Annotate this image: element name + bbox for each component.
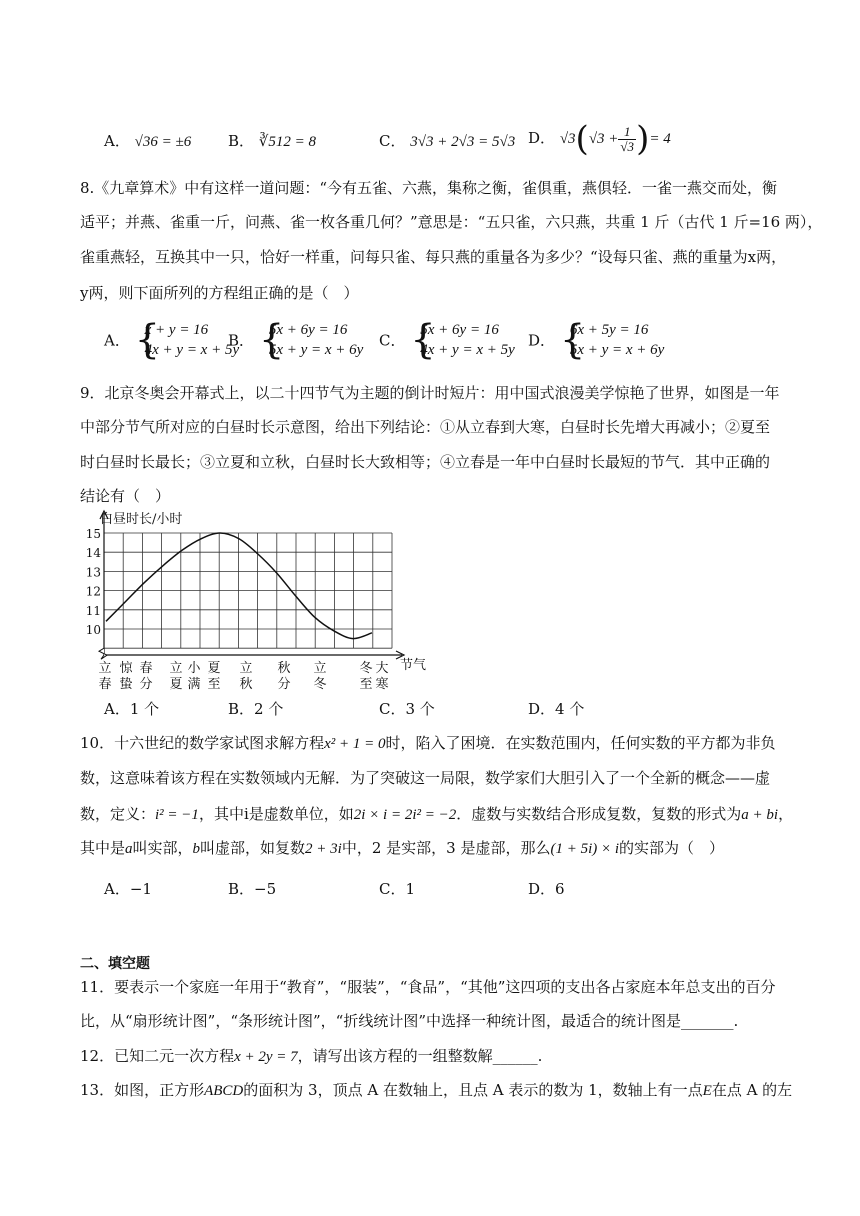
x-tick-label-bottom: 春	[98, 677, 112, 692]
text: 12．已知二元一次方程	[80, 1047, 235, 1065]
q11-line-2	[80, 1011, 780, 1031]
variable: E	[702, 1083, 712, 1099]
text: 的面积为 3，顶点 A 在数轴上，且点 A 表示的数为 1，数轴上有一点	[243, 1081, 703, 1099]
x-tick-label-bottom: 蛰	[119, 677, 133, 692]
x-tick-label-top: 立	[169, 661, 183, 676]
x-tick-label-top: 春	[139, 661, 153, 676]
q9-line: 时白昼时长最长；③立夏和立秋，白昼时长大致相等；④立春是一年中白昼时长最短的节气．其中正确的	[80, 453, 771, 471]
text: 叫实部，	[132, 839, 193, 857]
x-tick-label-top: 立	[98, 661, 112, 676]
text: 中，2 是实部，3 是虚部，那么	[341, 839, 551, 857]
q10-line-1	[80, 733, 780, 754]
q11-line-1: 11．要表示一个家庭一年用于“教育”，“服装”，“食品”，“其他”这四项的支出各占家庭本年总支出的百分	[80, 978, 776, 996]
y-axis-label: 白昼时长/小时	[100, 512, 183, 527]
daylight-chart	[80, 505, 440, 695]
x-tick-label-bottom: 分	[139, 677, 153, 692]
q10-line-3	[80, 804, 794, 825]
option-letter: D．	[528, 129, 556, 147]
variable: a	[125, 841, 133, 857]
fraction-denominator: √3	[620, 138, 635, 154]
right-paren: )	[636, 119, 650, 159]
x-tick-label-bottom: 至	[359, 677, 373, 692]
equation-system	[559, 317, 665, 363]
option-expression: √3	[559, 131, 576, 147]
q10-line-4	[80, 838, 780, 859]
q9-option-c: C．3 个	[379, 700, 435, 718]
option-expression: ∛512 = 8	[258, 134, 316, 150]
equation: a + bi	[741, 807, 779, 823]
q8-option-d	[528, 317, 665, 363]
answer-blank[interactable]: ______	[492, 1047, 538, 1065]
equation: 2 + 3i	[305, 841, 342, 857]
option-expression: √36 = ±6	[134, 134, 192, 150]
option-letter: A．	[104, 132, 130, 150]
x-tick-label-top: 夏	[207, 661, 221, 676]
left-paren: (	[575, 119, 589, 159]
q9-option-d: D．4 个	[528, 700, 585, 718]
q8-line: 雀重燕轻，互换其中一只，恰好一样重，问每只雀、每只燕的重量各为多少？“设每只雀、燕的重量为x两，	[80, 248, 787, 266]
text: ，其中i是虚数单位，如	[198, 805, 354, 823]
option-letter: D．	[528, 331, 556, 350]
q9-option-a: A．1 个	[104, 700, 160, 718]
q9-option-b: B．2 个	[228, 700, 284, 718]
option-letter: B．	[228, 331, 255, 350]
option-letter: C．	[379, 132, 406, 150]
text: 10．十六世纪的数学家试图求解方程	[80, 734, 325, 752]
equation: 5x + 6y = 16	[268, 322, 348, 338]
q12-line	[80, 1046, 780, 1067]
x-tick-label-top: 大	[375, 661, 389, 676]
text: ，请写出该方程的一组整数解	[297, 1047, 493, 1065]
brace-icon: {	[559, 317, 586, 363]
text: 的实部为（ ）	[619, 839, 725, 857]
text: 数，定义：	[80, 805, 156, 823]
x-tick-label-bottom: 秋	[239, 677, 253, 692]
text: ，	[778, 805, 794, 823]
q7-option-c	[379, 130, 515, 151]
q10-option-c: C．1	[379, 880, 416, 898]
text: 13．如图，正方形	[80, 1081, 205, 1099]
equation: 4x + y = x + 5y	[420, 342, 515, 358]
text: ．虚数与实数结合形成复数，复数的形式为	[456, 805, 742, 823]
q8-line: y两，则下面所列的方程组正确的是（ ）	[80, 284, 359, 302]
equation: 4x + y = x + 5y	[144, 342, 240, 358]
equation-system	[258, 317, 364, 363]
variable: ABCD	[204, 1083, 244, 1099]
y-tick-label: 13	[85, 565, 101, 580]
q8-option-b	[228, 317, 364, 363]
x-tick-label-top: 小	[187, 661, 201, 676]
q10-option-a: A．−1	[104, 880, 152, 898]
text: 时，陷入了困境．在实数范围内，任何实数的平方都为非负	[385, 734, 776, 752]
y-tick-label: 14	[85, 546, 101, 561]
q8-line: 适平；并燕、雀重一斤，问燕、雀一枚各重几何？”意思是：“五只雀，六只燕，共重 1 斤（古代 1 斤=16 两），	[80, 213, 823, 231]
option-letter: A．	[104, 331, 130, 350]
equation: 5x + y = x + 6y	[268, 342, 364, 358]
option-expression: = 4	[649, 131, 671, 147]
y-tick-label: 12	[85, 584, 101, 599]
equation: 2i × i = 2i² = −2	[353, 807, 457, 823]
x-tick-label-bottom: 冬	[313, 677, 327, 692]
x-tick-label-top: 立	[313, 661, 327, 676]
variable: b	[192, 841, 201, 857]
text: .	[537, 1047, 543, 1065]
y-tick-label: 11	[85, 603, 101, 618]
fraction	[618, 125, 636, 154]
x-tick-label-top: 冬	[359, 661, 373, 676]
q10-line-2: 数，这意味着该方程在实数领域内无解．为了突破这一局限，数学家们大胆引入了一个全新的概念——虚	[80, 769, 771, 787]
x-tick-label-bottom: 寒	[375, 677, 389, 692]
y-tick-label: 15	[85, 527, 101, 541]
x-tick-labels	[98, 660, 388, 692]
equation-system	[410, 317, 515, 363]
text: 在点 A 的左	[711, 1081, 793, 1099]
answer-blank[interactable]: _______	[681, 1012, 734, 1030]
text: 其中是	[80, 839, 126, 857]
x-axis-label: 节气	[400, 658, 427, 673]
brace-icon: {	[410, 317, 436, 363]
q8-option-a	[104, 317, 240, 363]
option-letter: C．	[379, 331, 406, 350]
x-tick-label-top: 秋	[277, 661, 291, 676]
y-tick-label: 10	[85, 623, 101, 637]
equation: 5x + 6y = 16	[420, 322, 499, 338]
q7-option-d	[528, 118, 671, 159]
q7-option-b	[228, 130, 316, 151]
text: .	[733, 1012, 739, 1030]
equation: i² = −1	[155, 807, 199, 823]
fraction-numerator: 1	[618, 125, 636, 140]
equation: 5x + y = x + 6y	[569, 342, 665, 358]
q13-line	[80, 1080, 793, 1101]
x-tick-label-bottom: 满	[187, 677, 201, 692]
x-tick-label-top: 立	[239, 661, 253, 676]
q8-option-c	[379, 317, 515, 363]
equation: x + y = 16	[144, 322, 209, 338]
axis-break-icon	[99, 648, 107, 659]
x-tick-label-bottom: 分	[277, 677, 291, 692]
equation: (1 + 5i) × i	[550, 841, 620, 857]
equation: x² + 1 = 0	[324, 736, 386, 752]
option-expression: √3 +	[588, 131, 619, 147]
equation: x + 2y = 7	[234, 1049, 298, 1065]
equation: 6x + 5y = 16	[569, 322, 649, 338]
chart-grid	[104, 533, 392, 648]
x-tick-label-bottom: 夏	[169, 677, 183, 692]
daylight-curve	[106, 533, 372, 639]
equation-system	[134, 317, 240, 363]
q9-line: 9．北京冬奥会开幕式上，以二十四节气为主题的倒计时短片：用中国式浪漫美学惊艳了世界，如图是一年	[80, 384, 780, 402]
text: 叫虚部，如复数	[200, 839, 306, 857]
brace-icon: {	[134, 317, 161, 363]
q10-option-b: B．−5	[228, 880, 277, 898]
q7-option-a	[104, 130, 191, 151]
q9-line: 结论有（ ）	[80, 487, 171, 505]
option-letter: B．	[228, 132, 255, 150]
section-title: 二、填空题	[80, 956, 150, 972]
q8-line: 8.《九章算术》中有这样一道问题：“今有五雀、六燕，集称之衡，雀俱重，燕俱轻．一雀一燕交而处，衡	[80, 179, 777, 197]
text: 比，从“扇形统计图”，“条形统计图”，“折线统计图”中选择一种统计图，最适合的统计图是	[80, 1012, 682, 1030]
brace-icon: {	[258, 317, 285, 363]
q10-option-d: D．6	[528, 880, 565, 898]
q9-line: 中部分节气所对应的白昼时长示意图，给出下列结论：①从立春到大寒，白昼时长先增大再减小；②夏至	[80, 418, 771, 436]
x-tick-label-bottom: 至	[207, 677, 221, 692]
option-expression: 3√3 + 2√3 = 5√3	[410, 134, 516, 150]
x-tick-label-top: 惊	[119, 661, 133, 676]
y-tick-labels	[86, 527, 102, 637]
